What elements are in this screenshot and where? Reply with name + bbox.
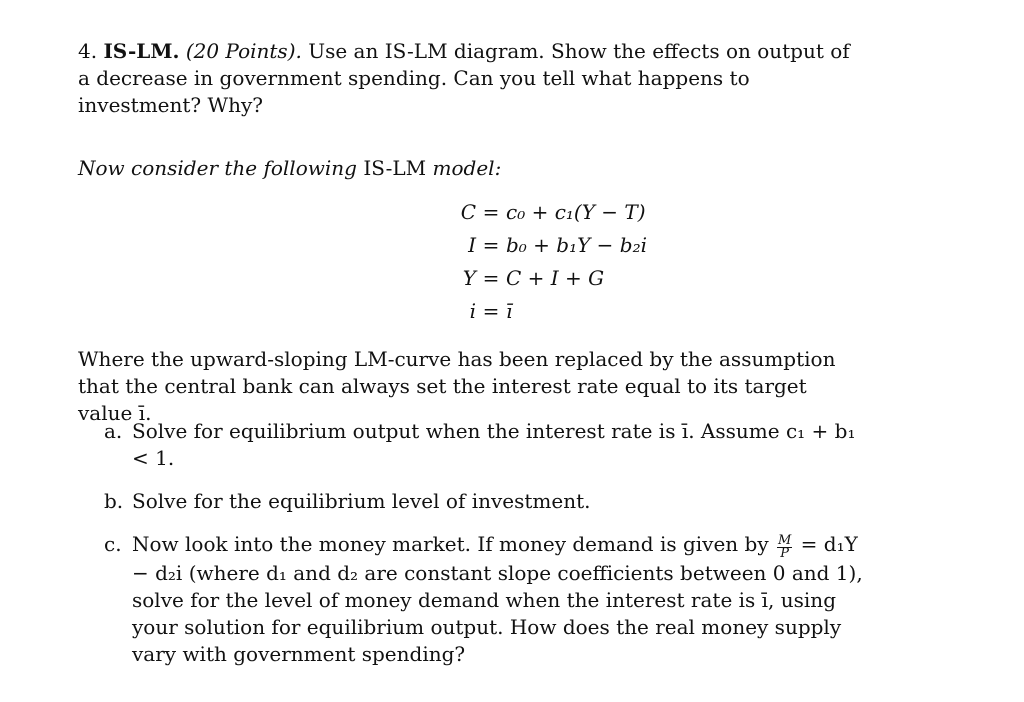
equation-output — [78, 262, 858, 295]
equation-lhs: Y — [462, 266, 476, 290]
item-text: Solve for the equilibrium level of investment. — [132, 489, 591, 513]
item-text-after: = d₁Y − d₂i (where d₁ and d₂ are constant slope coefficients between 0 and 1), solve for the level of money demand when the interest rate is ī, using your solution for equilibrium output. How does the real money supply vary with government spending? — [132, 532, 863, 666]
money-price-fraction — [777, 535, 792, 560]
equation-rhs: b₀ + b₁Y − b₂i — [506, 233, 648, 257]
equals-sign: = — [482, 266, 500, 290]
equation-rhs: c₀ + c₁(Y − T) — [506, 200, 646, 224]
intro-italic: Now consider the following — [78, 156, 357, 180]
equation-lhs: C — [460, 200, 476, 224]
equals-sign: = — [482, 200, 500, 224]
subquestion-c — [104, 531, 864, 668]
item-text-before: Now look into the money market. If money demand is given by — [132, 532, 769, 556]
equation-interest — [78, 295, 858, 328]
item-marker: a. — [104, 419, 123, 443]
equals-sign: = — [482, 299, 500, 323]
fraction-denominator: P — [780, 546, 790, 561]
question-number: 4. — [78, 39, 98, 63]
equation-investment — [78, 229, 858, 262]
equation-rhs: ī — [506, 299, 513, 323]
item-text: Solve for equilibrium output when the interest rate is ī. Assume c₁ + b₁ < 1. — [132, 419, 856, 470]
equation-rhs: C + I + G — [506, 266, 605, 290]
question-block — [78, 38, 863, 666]
item-marker: b. — [104, 489, 124, 513]
fraction-numerator: M — [778, 533, 792, 548]
item-text — [132, 531, 864, 668]
item-marker: c. — [104, 532, 122, 556]
equation-block — [78, 196, 858, 328]
intro-model-name: IS-LM — [363, 156, 427, 180]
equation-lhs: I — [468, 233, 476, 257]
question-text: Use an IS-LM diagram. Show the effects on output of a decrease in government spending. Can you tell what happens to investment? Why? — [78, 39, 850, 117]
where-paragraph: Where the upward-sloping LM-curve has been replaced by the assumption that the central bank can always set the interest rate equal to its target value ī. — [78, 347, 836, 425]
subquestion-b — [104, 488, 864, 515]
subquestion-list — [104, 418, 864, 684]
equals-sign: = — [482, 233, 500, 257]
equation-consumption — [78, 196, 858, 229]
model-intro — [78, 155, 858, 182]
question-title: IS-LM. — [103, 39, 180, 63]
question-paragraph — [78, 38, 858, 119]
question-points: (20 Points). — [185, 39, 302, 63]
equation-lhs: i — [469, 299, 476, 323]
subquestion-a — [104, 418, 864, 472]
intro-tail: model: — [432, 156, 502, 180]
